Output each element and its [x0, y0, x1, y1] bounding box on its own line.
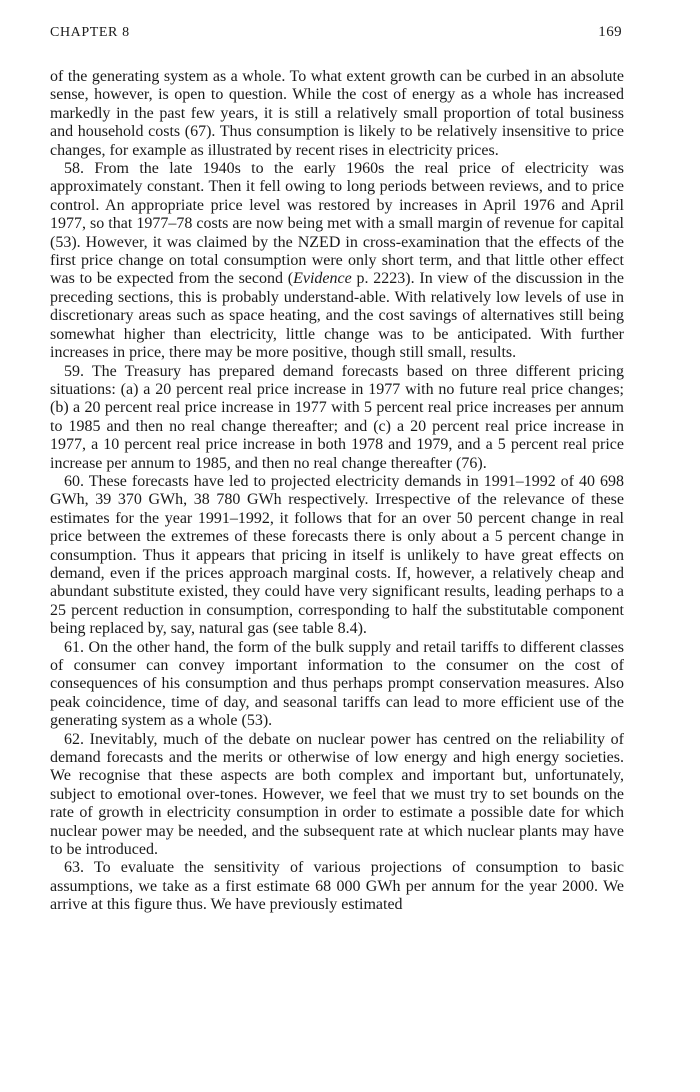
- evidence-italic: Evidence: [293, 270, 352, 288]
- paragraph-text: 62. Inevitably, much of the debate on nuclear power has centred on the reliability of demand forecasts and the merits or otherwise of low energy and high energy societies. We recognise that these aspects are both complex and important but, unfortunately, subject to emotional over-tones. However, we feel that we must try to set bounds on the rate of growth in electricity consumption in order to estimate a possible date for which nuclear power may be needed, and the subsequent rate at which nuclear plants may have to be introduced.: [50, 730, 624, 859]
- paragraph-60: [50, 473, 624, 639]
- paragraph-58: [50, 160, 624, 362]
- paragraph-59: [50, 363, 624, 473]
- paragraph-text: 61. On the other hand, the form of the bulk supply and retail tariffs to different classes of consumer can convey important information to the consumer on the cost of consequences of his consumption and thus perhaps prompt conservation measures. Also peak coincidence, time of day, and seasonal tariffs can lead to more efficient use of the generating system as a whole (53).: [50, 638, 624, 730]
- chapter-heading: CHAPTER 8: [50, 25, 130, 40]
- paragraph-62: [50, 731, 624, 860]
- paragraph-text: 58. From the late 1940s to the early 1960s the real price of electricity was approximately constant. Then it fell owing to long periods between reviews, and to price control. An appropriate price level was restored by increases in April 1976 and April 1977, so that 1977–78 costs are now being met with a small margin of revenue for capital (53). However, it was claimed by the NZED in cross-examination that the effects of the first price change on total consumption were only short term, and that little other effect was to be expected from the second (: [50, 160, 624, 288]
- document-page: [50, 24, 624, 915]
- paragraph-text: of the generating system as a whole. To what extent growth can be curbed in an absolute sense, however, is open to question. While the cost of energy as a whole has increased markedly in the past few years, it is still a relatively small proportion of total business and household costs (67). Thus consumption is likely to be relatively insensitive to price changes, for example as illustrated by recent rises in electricity prices.: [50, 68, 624, 159]
- paragraph-text: 59. The Treasury has prepared demand forecasts based on three different pricing situations: (a) a 20 percent real price increase in 1977 with no future real price changes; (b) a 20 percent real price increase in 1977 with 5 percent real price increases per annum to 1985 and then no real change thereafter; and (c) a 20 percent real price increase in 1977, a 10 percent real price increase in both 1978 and 1979, and a 5 percent real price increase per annum to 1985, and then no real change thereafter (76).: [50, 362, 624, 472]
- running-header: [50, 24, 624, 48]
- page-number: 169: [598, 24, 622, 40]
- body-text: [50, 68, 624, 915]
- paragraph-text: 63. To evaluate the sensitivity of various projections of consumption to basic assumptions, we take as a first estimate 68 000 GWh per annum for the year 2000. We arrive at this figure thus. We have previously estimated: [50, 859, 624, 914]
- paragraph-text: 60. These forecasts have led to projected electricity demands in 1991–1992 of 40 698 GWh, 39 370 GWh, 38 780 GWh respectively. Irrespective of the relevance of these estimates for the year 1991–1992, it follows that for an over 50 percent change in real price between the extremes of these forecasts there is only about a 5 percent change in consumption. Thus it appears that pricing in itself is unlikely to have great effects on demand, even if the prices approach marginal costs. If, however, a relatively cheap and abundant substitute existed, they could have very significant results, leading perhaps to a 25 percent reduction in consumption, corresponding to half the substitutable component being replaced by, say, natural gas (see table 8.4).: [50, 472, 624, 638]
- paragraph-continued: [50, 68, 624, 160]
- paragraph-63: [50, 859, 624, 914]
- paragraph-61: [50, 639, 624, 731]
- paragraph-text: p. 2223). In view of the discussion in the preceding sections, this is probably understand-able. With relatively low levels of use in discretionary areas such as space heating, and the cost savings of alternatives still being somewhat higher than electricity, little change was to be anticipated. With further increases in price, there may be more positive, though still small, results.: [50, 270, 625, 362]
